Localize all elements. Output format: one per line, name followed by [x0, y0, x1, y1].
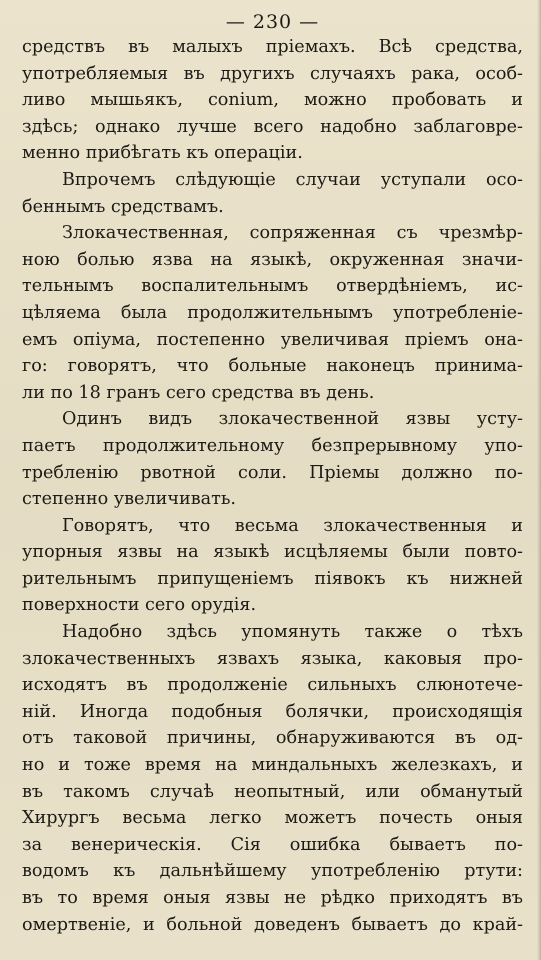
- text-line: но и тоже время на миндальныхъ железкахъ, и: [22, 755, 523, 776]
- text-line: емъ опіума, постепенно увеличивая пріемъ она-: [22, 329, 523, 350]
- text-line: ній. Иногда подобныя болячки, происходящія: [22, 701, 523, 722]
- text-line: тельнымъ воспалительнымъ отвердѣніемъ, ис-: [22, 276, 523, 297]
- paragraph: [22, 619, 523, 938]
- text-line: средствъ въ малыхъ пріемахъ. Всѣ средства,: [22, 37, 523, 57]
- text-line: водомъ къ дальнѣйшему употребленію ртути:: [22, 861, 523, 882]
- text-line: менно прибѣгать къ операціи.: [22, 143, 303, 164]
- text-line: здѣсь; однако лучше всего надобно заблаговре-: [22, 116, 523, 137]
- paragraph: [22, 34, 523, 167]
- text-line: беннымъ средствамъ.: [22, 196, 224, 217]
- text-line: омертвеніе, и больной доведенъ бываетъ до край-: [22, 914, 523, 935]
- text-line: за венерическія. Сія ошибка бываетъ по-: [22, 834, 523, 855]
- text-line: требленію рвотной соли. Пріемы должно по-: [22, 462, 523, 483]
- text-line: паетъ продолжительному безпрерывному упо-: [22, 435, 523, 456]
- text-line: исходятъ въ продолженіе сильныхъ слюнотече-: [22, 675, 523, 696]
- text-line: ливо мышьякъ, conium, можно пробовать и: [22, 90, 523, 111]
- page-number: — 230 —: [225, 11, 320, 33]
- text-line: Злокачественная, сопряженная съ чрезмѣр-: [62, 223, 523, 244]
- text-line: Говорятъ, что весьма злокачественныя и: [62, 515, 523, 536]
- page-edge-shadow: [537, 0, 541, 960]
- paragraph: [22, 513, 523, 619]
- paragraph: [22, 167, 523, 220]
- text-line: въ то время оныя язвы не рѣдко приходятъ въ: [22, 888, 523, 908]
- text-line: Хирургъ весьма легко можетъ почесть оныя: [22, 808, 523, 829]
- text-line: употребляемыя въ другихъ случаяхъ рака, особ-: [22, 63, 523, 84]
- text-line: поверхности сего орудія.: [22, 595, 257, 616]
- text-body: [22, 34, 523, 938]
- text-line: Одинъ видъ злокачественной язвы усту-: [62, 409, 523, 430]
- text-line: Надобно здѣсь упомянуть также о тѣхъ: [62, 622, 523, 643]
- text-line: отъ таковой причины, обнаруживаются въ од-: [22, 728, 523, 749]
- text-line: цѣляема была продолжительнымъ употребленіе-: [22, 302, 523, 323]
- paragraph: [22, 406, 523, 512]
- text-line: Впрочемъ слѣдующіе случаи уступали осо-: [62, 169, 523, 190]
- text-line: упорныя язвы на языкѣ исцѣляемы были повто-: [22, 542, 523, 563]
- text-line: степенно увеличивать.: [22, 489, 237, 510]
- text-line: ли по 18 гранъ сего средства въ день.: [22, 382, 375, 403]
- text-line: злокачественныхъ язвахъ языка, каковыя про-: [22, 648, 523, 669]
- text-line: ною болью язва на языкѣ, окруженная значи-: [22, 249, 523, 270]
- paragraph: [22, 220, 523, 406]
- text-line: го: говорятъ, что больные наконецъ принима-: [22, 356, 523, 377]
- text-line: рительнымъ припущеніемъ піявокъ къ нижней: [22, 568, 523, 589]
- text-line: въ такомъ случаѣ неопытный, или обманутый: [22, 781, 523, 802]
